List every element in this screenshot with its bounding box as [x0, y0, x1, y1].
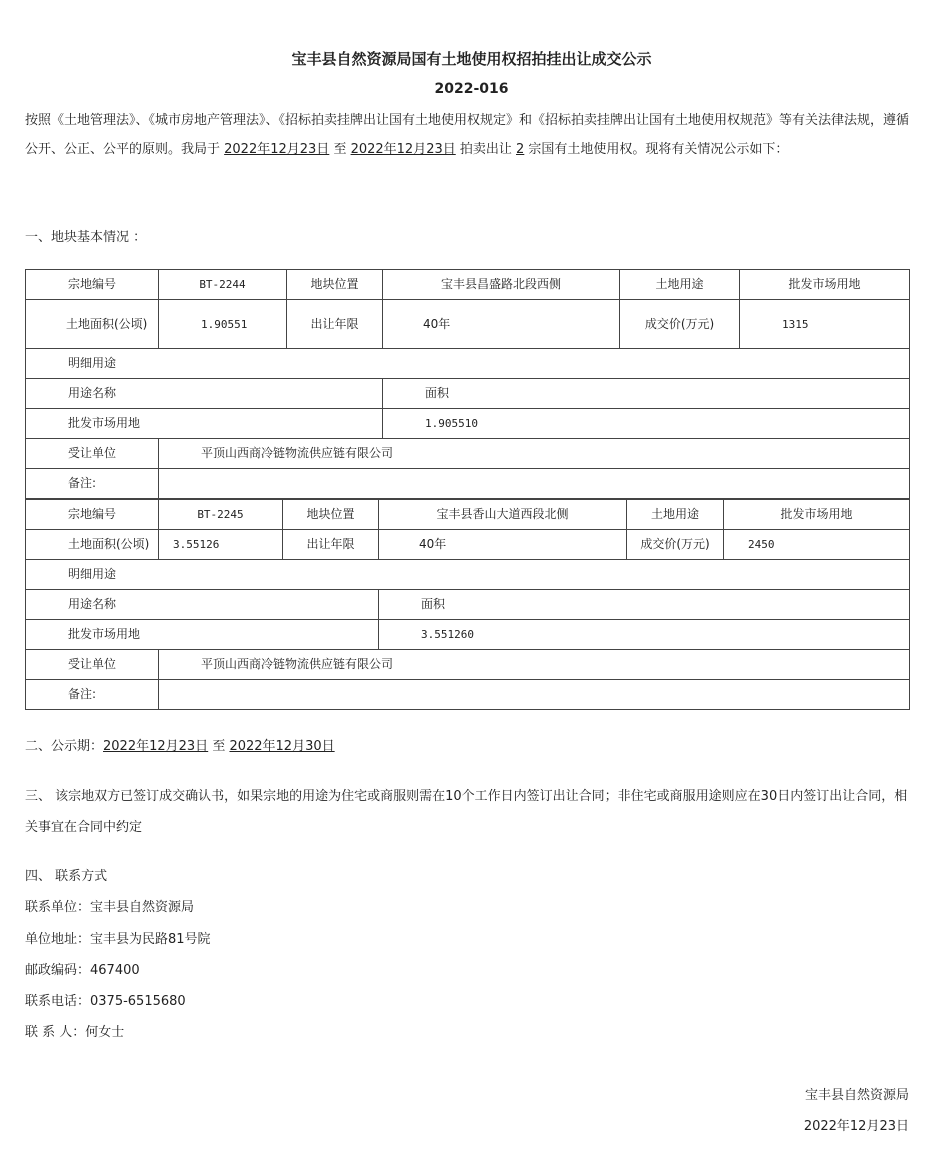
table-row — [26, 590, 910, 620]
assignee-value: 平顶山西商冷链物流供应链有限公司 — [159, 439, 910, 469]
label-land-use: 土地用途 — [620, 270, 740, 300]
label-term: 出让年限 — [283, 530, 379, 560]
contact-address: 单位地址：宝丰县为民路81号院 — [25, 932, 211, 947]
table-row — [26, 680, 910, 710]
assignee-value: 平顶山西商冷链物流供应链有限公司 — [159, 650, 910, 680]
publicity-sep: 至 — [208, 739, 230, 754]
label-location: 地块位置 — [287, 270, 383, 300]
table-row — [26, 500, 910, 530]
parcel-table-1 — [25, 269, 910, 499]
remarks-value — [159, 469, 910, 499]
term-value: 40年 — [379, 530, 627, 560]
label-assignee: 受让单位 — [26, 439, 159, 469]
table-row — [26, 409, 910, 439]
land-use-value: 批发市场用地 — [724, 500, 910, 530]
label-remarks: 备注: — [26, 469, 159, 499]
label-price: 成交价(万元) — [620, 300, 740, 349]
signature-date: 2022年12月23日 — [803, 1119, 909, 1134]
area-value: 1.90551 — [159, 300, 287, 349]
label-parcel-no: 宗地编号 — [26, 500, 159, 530]
contact-unit: 联系单位：宝丰县自然资源局 — [25, 900, 195, 915]
table-row — [26, 439, 910, 469]
intro-text-4: 宗国有土地使用权。现将有关情况公示如下： — [524, 142, 789, 157]
label-detail-area: 面积 — [379, 590, 910, 620]
intro-date-from: 2022年12月23日 — [224, 142, 330, 157]
location-value: 宝丰县昌盛路北段西侧 — [383, 270, 620, 300]
price-value: 1315 — [740, 300, 910, 349]
section-4-heading: 四、 联系方式 — [25, 869, 108, 884]
contact-postcode: 邮政编码：467400 — [25, 963, 140, 978]
table-row — [26, 650, 910, 680]
section-3-paragraph: 三、 该宗地双方已签订成交确认书，如果宗地的用途为住宅或商服则需在10个工作日内签订出让合同；非住宅或商服用途则应在30日内签订出让合同，相关事宜在合同中约定 — [25, 789, 908, 835]
intro-text-1: 按照《土地管理法》、《城市房地产管理法》、《招标拍卖挂牌出让国有土地使用权规定》和《招标拍卖挂牌出让国有土地使用权规范》等有关法律法规，遵循公开、公正、公平的原则。我局于 — [25, 113, 910, 157]
intro-parcel-count: 2 — [516, 142, 525, 157]
page-title: 宝丰县自然资源局国有土地使用权招拍挂出让成交公示 — [291, 50, 652, 68]
publicity-from-date: 2022年12月23日 — [103, 739, 209, 754]
parcel-table-2 — [25, 499, 910, 710]
label-area: 土地面积(公顷) — [26, 530, 159, 560]
table-row — [26, 300, 910, 349]
intro-date-to: 2022年12月23日 — [350, 142, 456, 157]
remarks-value — [159, 680, 910, 710]
detail-area-value: 1.905510 — [383, 409, 910, 439]
contact-person: 联 系 人：何女士 — [25, 1025, 125, 1040]
intro-text-2: 至 — [329, 142, 351, 157]
label-detail-area: 面积 — [383, 379, 910, 409]
location-value: 宝丰县香山大道西段北侧 — [379, 500, 627, 530]
label-use-name: 用途名称 — [26, 379, 383, 409]
parcel-no-value: BT-2245 — [159, 500, 283, 530]
table-row — [26, 349, 910, 379]
label-land-use: 土地用途 — [627, 500, 724, 530]
contact-phone: 联系电话：0375-6515680 — [25, 994, 186, 1009]
label-use-name: 用途名称 — [26, 590, 379, 620]
parcel-no-value: BT-2244 — [159, 270, 287, 300]
intro-text-3: 拍卖出让 — [455, 142, 517, 157]
label-remarks: 备注: — [26, 680, 159, 710]
table-row — [26, 620, 910, 650]
label-assignee: 受让单位 — [26, 650, 159, 680]
detail-use-name-value: 批发市场用地 — [26, 620, 379, 650]
land-use-value: 批发市场用地 — [740, 270, 910, 300]
label-parcel-no: 宗地编号 — [26, 270, 159, 300]
term-value: 40年 — [383, 300, 620, 349]
detail-area-value: 3.551260 — [379, 620, 910, 650]
section-1-heading: 一、地块基本情况 ： — [25, 230, 147, 245]
intro-paragraph — [25, 106, 913, 164]
table-row — [26, 270, 910, 300]
document-number: 2022-016 — [434, 81, 509, 97]
table-row — [26, 530, 910, 560]
label-area: 土地面积(公顷) — [26, 300, 159, 349]
label-detail-use: 明细用途 — [26, 560, 910, 590]
area-value: 3.55126 — [159, 530, 283, 560]
table-row — [26, 560, 910, 590]
price-value: 2450 — [724, 530, 910, 560]
table-row — [26, 379, 910, 409]
label-location: 地块位置 — [283, 500, 379, 530]
label-price: 成交价(万元) — [627, 530, 724, 560]
section-2-publicity-period — [25, 735, 335, 754]
label-detail-use: 明细用途 — [26, 349, 910, 379]
signature-org: 宝丰县自然资源局 — [804, 1088, 909, 1103]
label-term: 出让年限 — [287, 300, 383, 349]
detail-use-name-value: 批发市场用地 — [26, 409, 383, 439]
section-2-label: 二、公示期： — [25, 739, 104, 754]
publicity-to-date: 2022年12月30日 — [229, 739, 335, 754]
table-row — [26, 469, 910, 499]
